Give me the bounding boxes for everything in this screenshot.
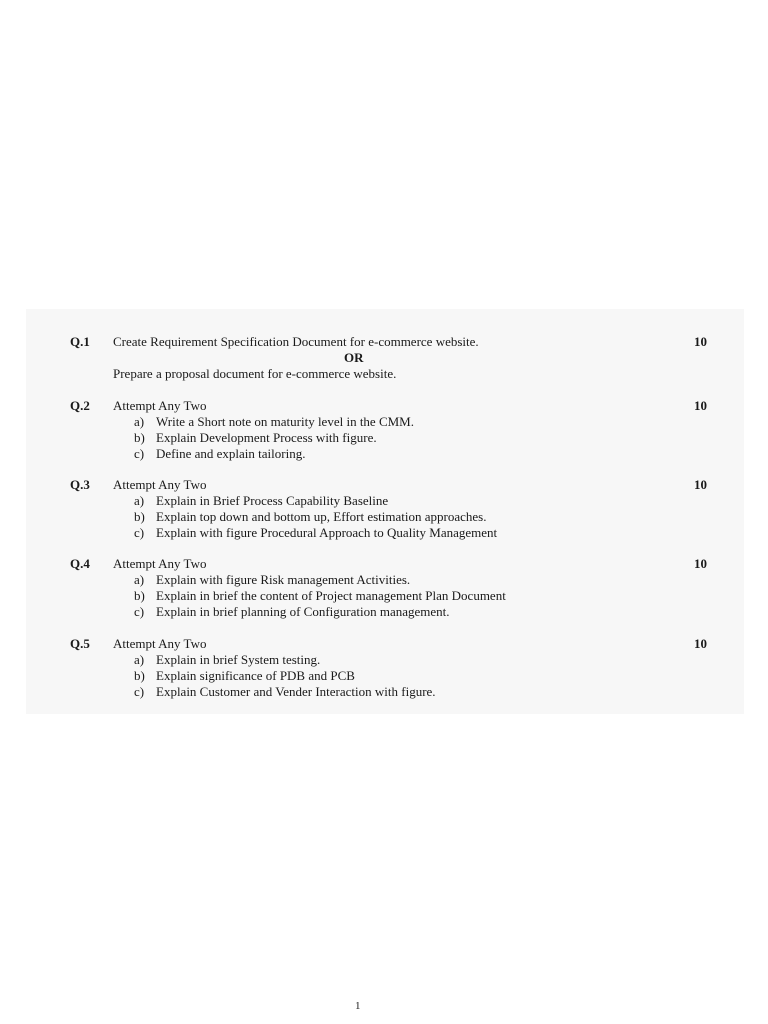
sub-question bbox=[134, 652, 320, 668]
sub-question bbox=[134, 684, 436, 700]
question-marks: 10 bbox=[694, 334, 707, 349]
sub-question-text: Explain with figure Procedural Approach to Quality Management bbox=[156, 525, 498, 540]
sub-question-text: Explain Development Process with figure. bbox=[156, 430, 377, 445]
question-number: Q.5 bbox=[70, 636, 90, 651]
sub-question-label: a) bbox=[134, 493, 145, 508]
sub-question-text: Explain top down and bottom up, Effort estimation approaches. bbox=[156, 509, 487, 524]
sub-question-label: c) bbox=[134, 604, 145, 619]
question-number: Q.1 bbox=[70, 334, 90, 349]
question-marks: 10 bbox=[694, 636, 707, 651]
sub-question-text: Explain in brief the content of Project management Plan Document bbox=[156, 588, 506, 603]
or-separator: OR bbox=[344, 350, 364, 365]
sub-question-text: Explain in brief System testing. bbox=[156, 652, 321, 667]
sub-question-label: b) bbox=[134, 509, 145, 524]
sub-question-label: c) bbox=[134, 525, 145, 540]
sub-question-text: Write a Short note on maturity level in the CMM. bbox=[156, 414, 414, 429]
question-prompt: Attempt Any Two bbox=[113, 477, 207, 492]
sub-question bbox=[134, 525, 497, 541]
sub-question-text: Explain in brief planning of Configuration management. bbox=[156, 604, 450, 619]
question-marks: 10 bbox=[694, 398, 707, 413]
question-prompt: Create Requirement Specification Document for e-commerce website. bbox=[113, 334, 479, 349]
question-paper bbox=[26, 309, 744, 714]
sub-question bbox=[134, 446, 305, 462]
sub-question-label: a) bbox=[134, 652, 145, 667]
question-number: Q.4 bbox=[70, 556, 90, 571]
question-number: Q.2 bbox=[70, 398, 90, 413]
sub-question-text: Define and explain tailoring. bbox=[156, 446, 306, 461]
page-number: 1 bbox=[355, 1000, 361, 1012]
sub-question bbox=[134, 430, 377, 446]
sub-question bbox=[134, 572, 410, 588]
sub-question-label: a) bbox=[134, 414, 145, 429]
question-prompt: Attempt Any Two bbox=[113, 556, 207, 571]
sub-question-text: Explain in Brief Process Capability Baseline bbox=[156, 493, 389, 508]
sub-question-text: Explain Customer and Vender Interaction with figure. bbox=[156, 684, 436, 699]
sub-question-label: c) bbox=[134, 684, 145, 699]
sub-question-label: a) bbox=[134, 572, 145, 587]
sub-question bbox=[134, 414, 414, 430]
question-prompt: Attempt Any Two bbox=[113, 636, 207, 651]
sub-question-label: b) bbox=[134, 588, 145, 603]
alternative-prompt: Prepare a proposal document for e-commerce website. bbox=[113, 366, 397, 381]
sub-question-text: Explain with figure Risk management Activities. bbox=[156, 572, 411, 587]
question-prompt: Attempt Any Two bbox=[113, 398, 207, 413]
question-marks: 10 bbox=[694, 477, 707, 492]
sub-question-label: c) bbox=[134, 446, 145, 461]
sub-question bbox=[134, 668, 355, 684]
question-number: Q.3 bbox=[70, 477, 90, 492]
sub-question bbox=[134, 509, 486, 525]
sub-question-label: b) bbox=[134, 430, 145, 445]
question-marks: 10 bbox=[694, 556, 707, 571]
sub-question bbox=[134, 493, 388, 509]
sub-question bbox=[134, 588, 506, 604]
sub-question-label: b) bbox=[134, 668, 145, 683]
sub-question-text: Explain significance of PDB and PCB bbox=[156, 668, 355, 683]
sub-question bbox=[134, 604, 450, 620]
